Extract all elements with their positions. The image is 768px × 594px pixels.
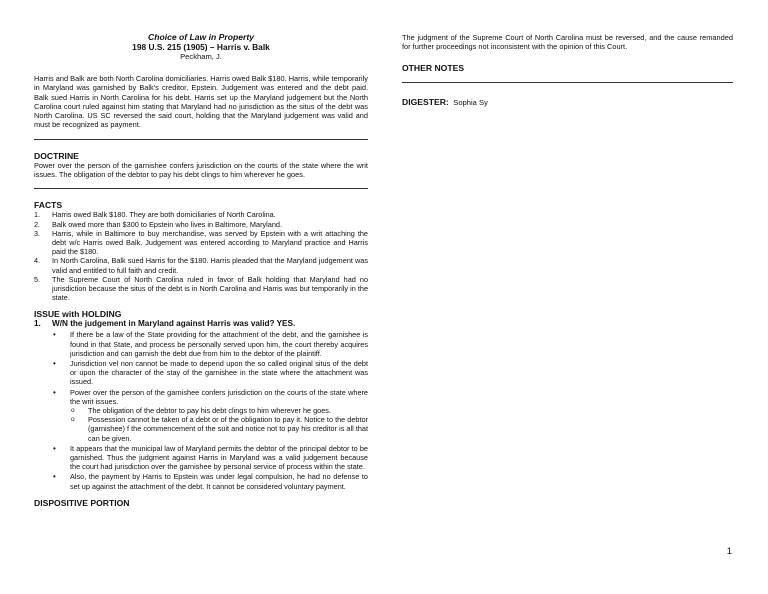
fact-number: 1. <box>34 210 41 220</box>
case-summary: Harris and Balk are both North Carolina domiciliaries. Harris owed Balk $180. Harris, while temporarily in Maryland was garnished by Balk's creditor, Epstein. Judgement was entered and the debt paid. Balk sued Harris in North Carolina for his debt. Harris set up the Maryland judgement but the North Carolina court ruled against him stating that Maryland had no jurisdiction as the situs of the debt was North Carolina. US SC reversed the said court, holding that the Maryland judgement was valid and must be recognized as payment. <box>34 74 368 130</box>
case-citation: 198 U.S. 215 (1905) – Harris v. Balk <box>132 42 270 52</box>
holding-bullet-text: Power over the person of the garnishee confers jurisdiction on the courts of the state where the writ issues. <box>70 387 368 406</box>
fact-text: The Supreme Court of North Carolina ruled in favor of Balk holding that Maryland had no jurisdiction because the situs of the debt is in North Carolina and Harris was but temporarily in the state. <box>52 274 368 303</box>
dispositive-text: The judgment of the Supreme Court of North Carolina must be reversed, and the cause remanded for further proceedings not inconsistent with the opinion of this Court. <box>402 33 733 52</box>
holding-sub-bullet: o Possession cannot be taken of a debt or of the obligation to pay it. Notice to the debtor (garnishee) f the commencement of the suit and notice not to pay his creditor is all that can be given. <box>88 415 368 443</box>
fact-item <box>34 256 368 274</box>
left-column <box>34 30 368 508</box>
fact-text: Harris owed Balk $180. They are both domiciliaries of North Carolina. <box>52 210 276 220</box>
page-number: 1 <box>726 546 732 557</box>
holding-list <box>34 330 368 490</box>
facts-heading: FACTS <box>34 200 63 211</box>
divider <box>402 82 733 83</box>
doctrine-heading: DOCTRINE <box>34 150 79 161</box>
fact-item <box>34 210 368 219</box>
holding-bullet: • If there be a law of the State providing for the attachment of the debt, and the garnishee is found in that State, and process be personally served upon him, the court thereby acquires jurisdiction and can garnish the debt due from him to the debtor of the plaintiff. <box>70 330 368 358</box>
fact-item <box>34 229 368 257</box>
digester-line <box>402 92 733 110</box>
fact-number: 2. <box>34 219 41 229</box>
issue-heading: ISSUE with HOLDING <box>34 309 122 320</box>
holding-sub-list <box>70 406 368 443</box>
fact-item <box>34 275 368 303</box>
holding-sub-bullet: o The obligation of the debtor to pay his debt clings to him wherever he goes. <box>88 406 368 415</box>
divider <box>34 139 368 140</box>
issue-question-text: W/N the judgement in Maryland against Harris was valid? YES. <box>52 319 296 329</box>
issue-question <box>34 319 368 329</box>
case-author: Peckham, J. <box>180 52 222 61</box>
fact-number: 4. <box>34 256 41 266</box>
holding-bullet: • Jurisdiction vel non cannot be made to depend upon the so called original situs of the debt or upon the character of the stay of the garnishee in the state where the attachment was issued. <box>70 359 368 387</box>
other-notes-heading: OTHER NOTES <box>402 62 465 73</box>
holding-bullet: • It appears that the municipal law of Maryland permits the debtor of the principal debtor to be garnished. Thus the judgment against Harris in Maryland was a valid judgement because the court had jurisdiction over the garnishee by personal service of process within the state. <box>70 444 368 472</box>
holding-bullet <box>70 388 368 443</box>
fact-number: 3. <box>34 228 41 238</box>
holding-bullet: • Also, the payment by Harris to Epstein was under legal compulsion, he had no defense to set up against the attachment of the debt. It cannot be considered voluntary payment. <box>70 472 368 490</box>
divider <box>34 188 368 189</box>
digester-name: Sophia Sy <box>453 97 488 107</box>
fact-text: Harris, while in Baltimore to buy merchandise, was served by Epstein with a writ attaching the debt w/c Harris owed Balk. Judgement was entered according to Maryland practice and Harris paid the $180. <box>52 228 368 257</box>
fact-item <box>34 220 368 229</box>
digester-label: DIGESTER: <box>402 96 449 107</box>
document-title: Choice of Law in Property <box>147 32 254 42</box>
doctrine-text: Power over the person of the garnishee confers jurisdiction on the courts of the state where the writ issues. The obligation of the debtor to pay his debt clings to him wherever he goes. <box>34 160 368 180</box>
facts-list <box>34 210 368 302</box>
issue-number: 1. <box>34 319 41 329</box>
dispositive-heading: DISPOSITIVE PORTION <box>34 497 130 508</box>
right-column <box>402 30 733 110</box>
fact-number: 5. <box>34 274 41 284</box>
fact-text: In North Carolina, Balk sued Harris for the $180. Harris pleaded that the Maryland judgement was valid and entitled to full faith and credit. <box>52 256 368 275</box>
fact-text: Balk owed more than $300 to Epstein who lives in Baltimore, Maryland. <box>52 219 282 229</box>
